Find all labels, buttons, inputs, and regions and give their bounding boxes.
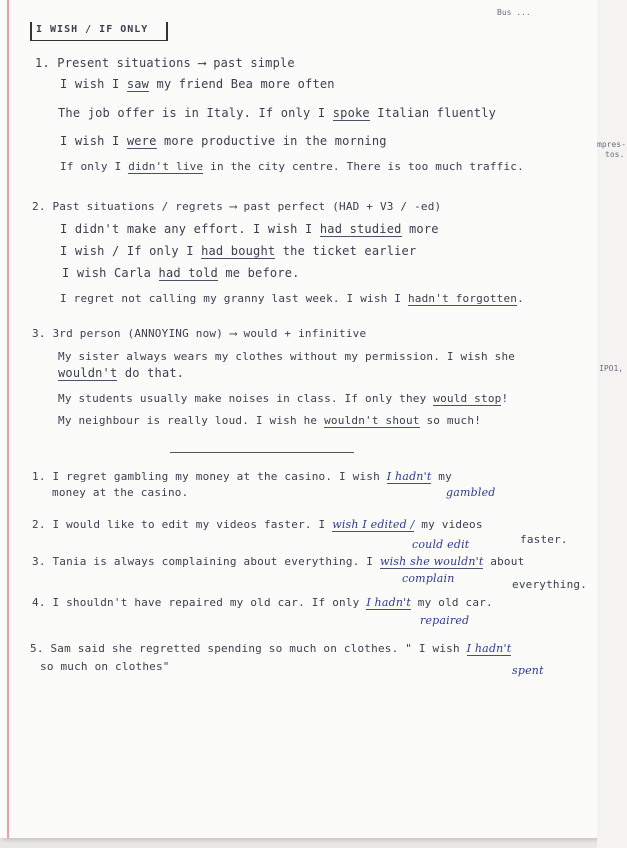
side-note-1: mpres- [597, 140, 626, 149]
s3-line-4: My neighbour is really loud. I wish he wouldn't shout so much! [58, 414, 482, 427]
s1-line-4: If only I didn't live in the city centre. There is too much traffic. [60, 160, 524, 173]
s2-line-2: I wish / If only I had bought the ticket earlier [60, 244, 417, 258]
exercise-3: 3. Tania is always complaining about everything. I wish she wouldn't about [32, 555, 525, 568]
top-right-note: Bus ... [497, 8, 531, 17]
exercise-2-cont: faster. [520, 533, 568, 546]
s1-line-3: I wish I were more productive in the morning [60, 134, 387, 148]
exercise-4-answer-2: repaired [420, 614, 470, 627]
section2-heading: 2. Past situations / regrets ⟶ past perfect (HAD + V3 / -ed) [32, 200, 442, 213]
exercise-4: 4. I shouldn't have repaired my old car. If only I hadn't my old car. [32, 596, 493, 609]
s2-line-4: I regret not calling my granny last week. I wish I hadn't forgotten. [60, 292, 524, 305]
exercise-2-answer-2: could edit [412, 538, 470, 551]
s3-line-2: wouldn't do that. [58, 366, 185, 380]
exercise-1-cont: money at the casino. [52, 486, 189, 499]
exercise-3-cont: everything. [512, 578, 588, 591]
s3-line-1: My sister always wears my clothes without my permission. I wish she [58, 350, 516, 363]
s3-line-3: My students usually make noises in class. If only they would stop! [58, 392, 509, 405]
exercise-1: 1. I regret gambling my money at the casino. I wish I hadn't my [32, 470, 452, 483]
divider-line [170, 452, 354, 453]
side-note-2: tos. [605, 150, 625, 159]
s2-line-1: I didn't make any effort. I wish I had studied more [60, 222, 439, 236]
side-note-3: IPO1, [599, 364, 624, 373]
section3-heading: 3. 3rd person (ANNOYING now) ⟶ would + infinitive [32, 327, 367, 340]
next-page-edge [597, 0, 627, 848]
section1-heading: 1. Present situations ⟶ past simple [35, 56, 295, 70]
page-title: I WISH / IF ONLY [36, 24, 149, 35]
s2-line-3: I wish Carla had told me before. [62, 266, 300, 280]
exercise-1-answer-2: gambled [446, 486, 496, 499]
exercise-5: 5. Sam said she regretted spending so much on clothes. " I wish I hadn't [30, 642, 512, 655]
exercise-5-answer-2: spent [512, 664, 544, 677]
s1-line-1: I wish I saw my friend Bea more often [60, 77, 335, 91]
margin-line [7, 0, 9, 838]
exercise-2: 2. I would like to edit my videos faster. I wish I edited / my videos [32, 518, 483, 531]
exercise-3-answer-2: complain [402, 572, 455, 585]
exercise-5-cont: so much on clothes" [40, 660, 170, 673]
s1-line-2: The job offer is in Italy. If only I spoke Italian fluently [58, 106, 497, 120]
